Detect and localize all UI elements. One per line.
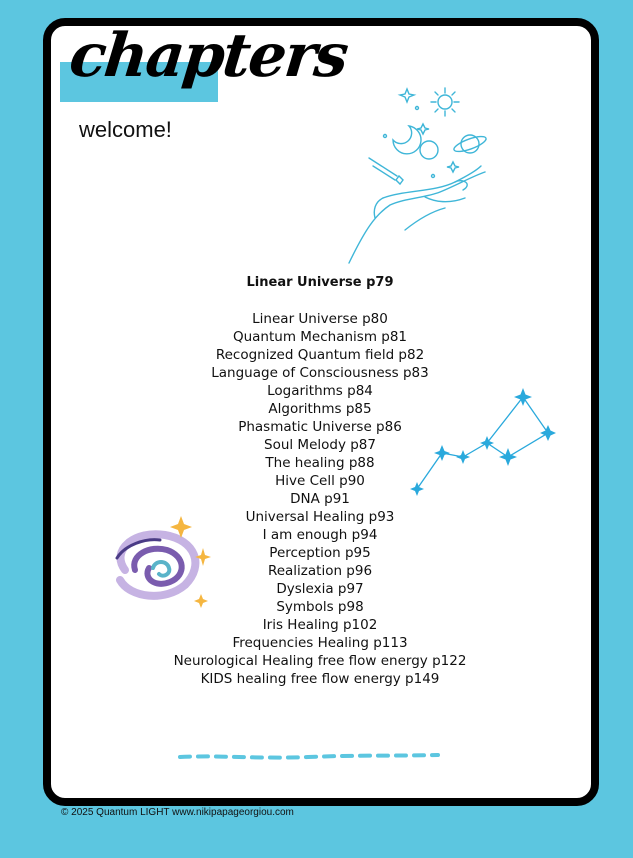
toc-item[interactable]: Soul Melody p87: [264, 437, 376, 453]
toc-heading: Linear Universe p79: [246, 275, 394, 290]
toc-item[interactable]: Logarithms p84: [267, 383, 373, 399]
toc-item[interactable]: Universal Healing p93: [245, 509, 395, 525]
dashed-divider-icon: [178, 750, 440, 764]
toc-item[interactable]: DNA p91: [290, 491, 350, 507]
toc-item[interactable]: Algorithms p85: [268, 401, 372, 417]
toc-item[interactable]: Symbols p98: [276, 599, 364, 615]
toc-item[interactable]: Neurological Healing free flow energy p122: [173, 653, 467, 669]
page-title: chapters: [66, 21, 350, 91]
toc-item[interactable]: Language of Consciousness p83: [211, 365, 429, 381]
toc-item[interactable]: Linear Universe p80: [252, 311, 388, 327]
toc-item[interactable]: Hive Cell p90: [275, 473, 365, 489]
table-of-contents: [120, 274, 520, 688]
toc-item[interactable]: I am enough p94: [262, 527, 378, 543]
toc-item[interactable]: Perception p95: [269, 545, 371, 561]
toc-item[interactable]: Recognized Quantum field p82: [215, 347, 425, 363]
copyright-footer: © 2025 Quantum LIGHT www.nikipapageorgiou.com: [61, 807, 294, 818]
toc-item[interactable]: Phasmatic Universe p86: [238, 419, 402, 435]
toc-item[interactable]: The healing p88: [265, 455, 375, 471]
toc-item[interactable]: Quantum Mechanism p81: [232, 329, 408, 345]
toc-item[interactable]: Frequencies Healing p113: [232, 635, 408, 651]
hand-cosmos-icon: [345, 80, 495, 265]
toc-item[interactable]: Realization p96: [267, 563, 373, 579]
toc-item[interactable]: KIDS healing free flow energy p149: [200, 671, 440, 687]
welcome-text: welcome!: [79, 117, 172, 142]
toc-item[interactable]: Iris Healing p102: [262, 617, 378, 633]
toc-item[interactable]: Dyslexia p97: [276, 581, 364, 597]
